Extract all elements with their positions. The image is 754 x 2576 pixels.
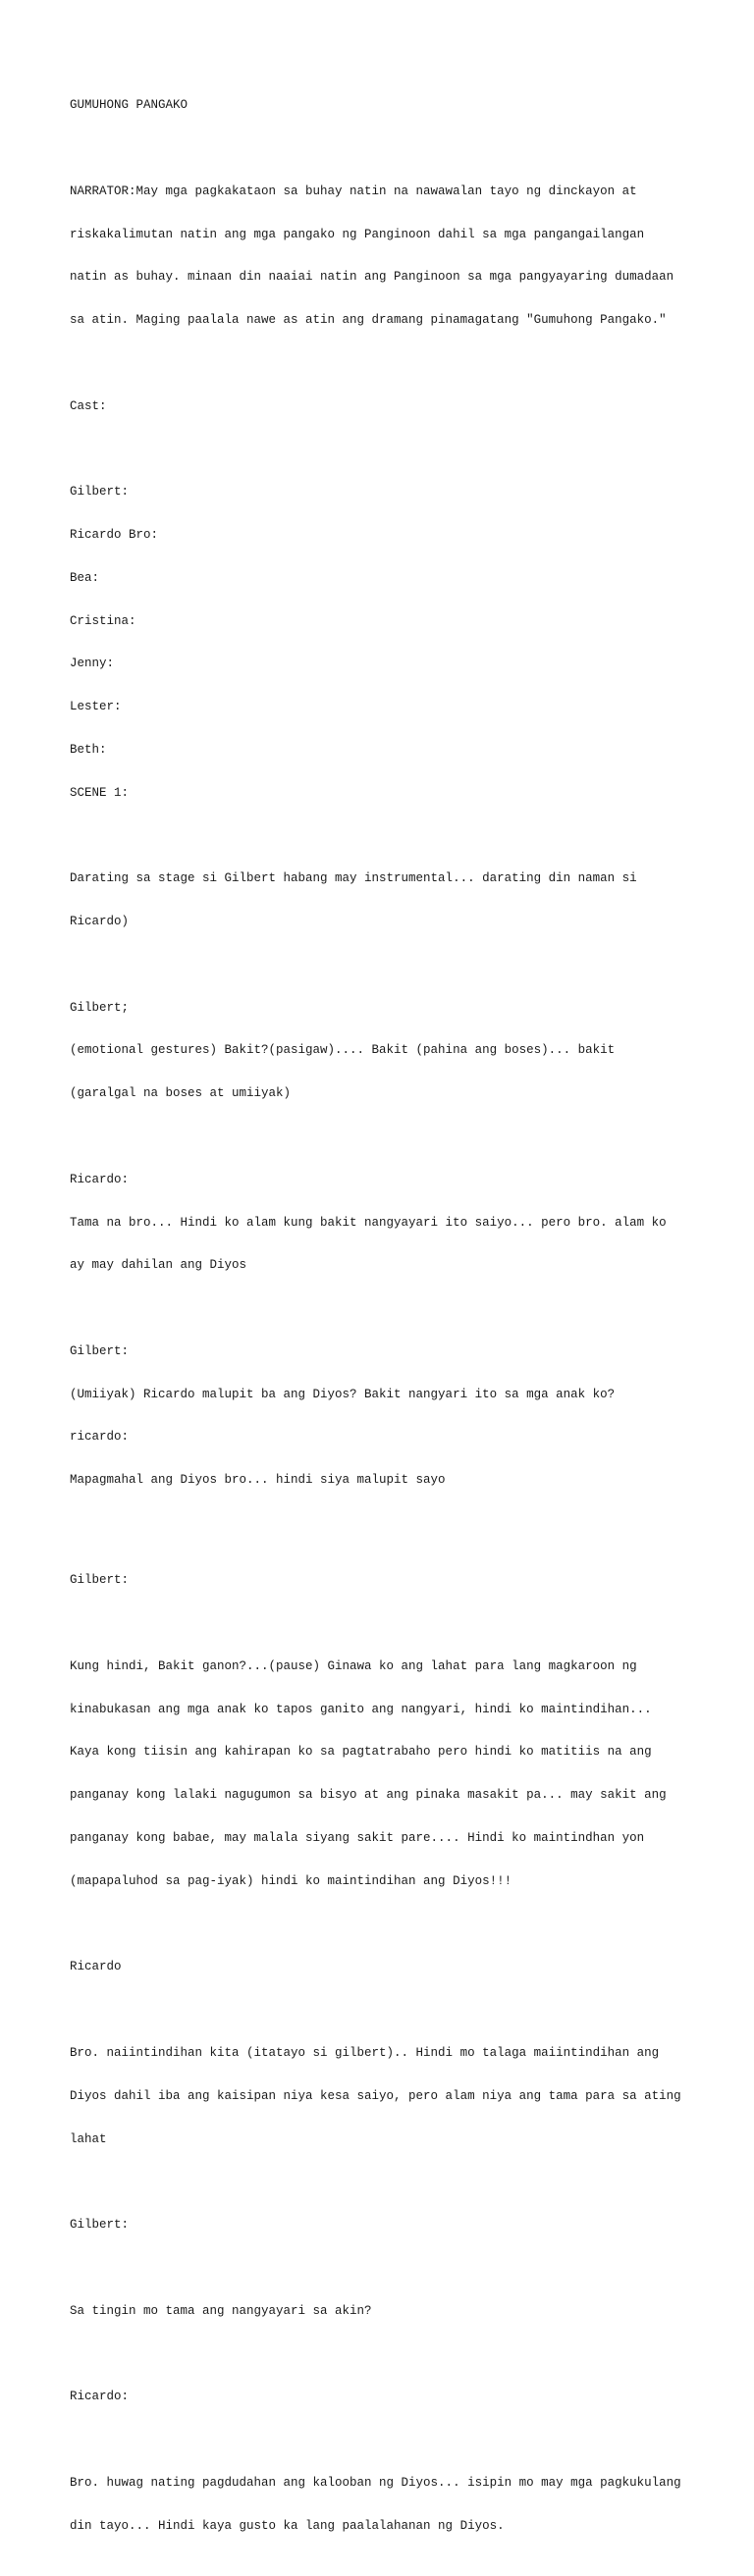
dialogue-line: kinabukasan ang mga anak ko tapos ganito ang nangyari, hindi ko maintindihan... <box>70 1702 652 1716</box>
cast-item: Beth: <box>70 742 107 757</box>
dialogue-line: Gilbert: <box>70 1343 130 1358</box>
cast-item: Bea: <box>70 570 100 585</box>
dialogue-line: panganay kong lalaki nagugumon sa bisyo at ang pinaka masakit pa... may sakit ang <box>70 1788 667 1803</box>
dialogue-line: (emotional gestures) Bakit?(pasigaw).... Bakit (pahina ang boses)... bakit <box>70 1043 616 1058</box>
dialogue-block <box>70 1144 718 1302</box>
cast-item: Cristina: <box>70 613 136 628</box>
cast-item: Gilbert: <box>70 485 130 499</box>
dialogue-line: Kaya kong tiisin ang kahirapan ko sa pagtatrabaho pero hindi ko matitiis na ang <box>70 1745 652 1760</box>
speaker-label <box>70 2189 718 2261</box>
dialogue-line: Gilbert; <box>70 1000 130 1015</box>
dialogue-line: Mapagmahal ang Diyos bro... hindi siya malupit sayo <box>70 1473 446 1488</box>
dialogue-line: Diyos dahil iba ang kaisipan niya kesa saiyo, pero alam niya ang tama para sa ating <box>70 2088 681 2103</box>
cast-item: Ricardo Bro: <box>70 528 159 542</box>
dialogue-line: Tama na bro... Hindi ko alam kung bakit nangyayari ito saiyo... pero bro. alam ko <box>70 1215 667 1230</box>
stage-direction-line: Darating sa stage si Gilbert habang may instrumental... darating din naman si <box>70 871 637 886</box>
scene-heading: SCENE 1: <box>70 785 130 800</box>
dialogue-line: Ricardo: <box>70 1172 130 1186</box>
dialogue-block <box>70 972 718 1130</box>
dialogue-line: Bro. huwag nating pagdudahan ang kalooban ng Diyos... isipin mo may mga pagkukulang <box>70 2475 681 2490</box>
stage-direction-line: Ricardo) <box>70 915 130 929</box>
dialogue-line: Sa tingin mo tama ang nangyayari sa akin? <box>70 2303 372 2318</box>
dialogue-block <box>70 2018 718 2176</box>
dialogue-line: panganay kong babae, may malala siyang sakit pare.... Hindi ko maintindhan yon <box>70 1831 645 1846</box>
narrator-line: sa atin. Maging paalala nawe as atin ang dramang pinamagatang "Gumuhong Pangako." <box>70 313 667 328</box>
dialogue-line: (garalgal na boses at umiiyak) <box>70 1086 292 1101</box>
speaker-text: Gilbert: <box>70 2218 130 2233</box>
stage-direction <box>70 843 718 958</box>
narrator-line: natin as buhay. minaan din naaiai natin ang Panginoon sa mga pangyayaring dumadaan <box>70 270 674 285</box>
narrator-paragraph <box>70 156 718 356</box>
dialogue-line: ricardo: <box>70 1430 130 1445</box>
cast-list <box>70 456 718 828</box>
cast-item: Lester: <box>70 700 122 714</box>
cast-item: Jenny: <box>70 657 115 671</box>
script-body <box>70 70 718 2576</box>
speaker-text: Gilbert: <box>70 1573 130 1588</box>
dialogue-line: ay may dahilan ang Diyos <box>70 1258 247 1273</box>
dialogue-block <box>70 2275 718 2346</box>
dialogue-line: (Umiiyak) Ricardo malupit ba ang Diyos? Bakit nangyari ito sa mga anak ko? <box>70 1387 616 1401</box>
document-title <box>70 70 718 141</box>
speaker-text: Ricardo <box>70 1960 122 1974</box>
dialogue-line: din tayo... Hindi kaya gusto ka lang paalalahanan ng Diyos. <box>70 2518 505 2533</box>
dialogue-block <box>70 1316 718 1516</box>
dialogue-block <box>70 2447 718 2562</box>
speaker-text: Ricardo: <box>70 2390 130 2404</box>
dialogue-line: (mapapaluhod sa pag-iyak) hindi ko maintindihan ang Diyos!!! <box>70 1873 512 1888</box>
dialogue-line: Bro. naiintindihan kita (itatayo si gilbert).. Hindi mo talaga maiintindihan ang <box>70 2045 660 2060</box>
narrator-line: NARRATOR:May mga pagkakataon sa buhay natin na nawawalan tayo ng dinckayon at <box>70 184 637 198</box>
speaker-label <box>70 1545 718 1616</box>
dialogue-line: lahat <box>70 2131 107 2146</box>
dialogue-line: Kung hindi, Bakit ganon?...(pause) Ginawa ko ang lahat para lang magkaroon ng <box>70 1658 637 1673</box>
narrator-line: riskakalimutan natin ang mga pangako ng Panginoon dahil sa mga pangangailangan <box>70 227 645 241</box>
title-text: GUMUHONG PANGAKO <box>70 98 188 113</box>
speaker-label <box>70 1931 718 2003</box>
speaker-label <box>70 2361 718 2433</box>
cast-heading-text: Cast: <box>70 398 107 413</box>
dialogue-block <box>70 1631 718 1918</box>
cast-heading <box>70 370 718 442</box>
